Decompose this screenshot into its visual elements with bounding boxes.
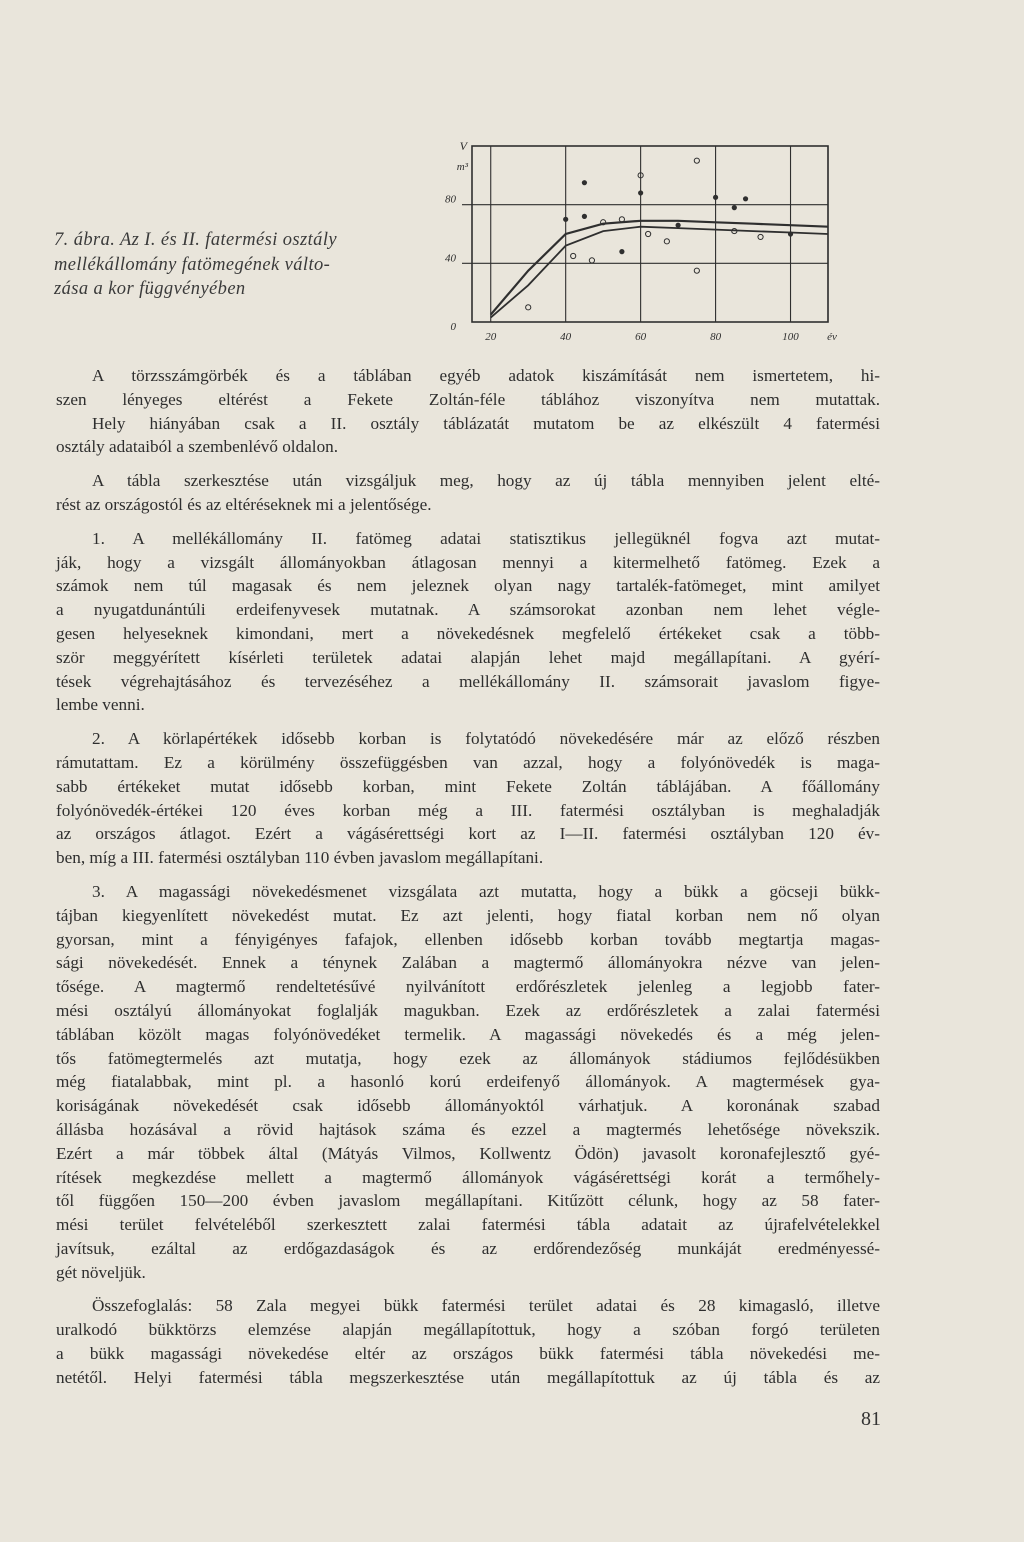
text-line: A törzsszámgörbék és a táblában egyéb adatok kiszámítását nem ismertetem, hi- — [92, 366, 880, 385]
text-line: táblában közölt magas folyónövedéket termelik. A magassági növekedés és a még jelen- — [56, 1024, 880, 1044]
text-line: az országos átlagot. Ezért a vágásérettségi kort az I—II. fatermési osztályban 120 év- — [56, 824, 880, 844]
y-axis-unit: m³ — [456, 161, 468, 173]
text-line: szen lényeges eltérést a Fekete Zoltán-féle táblához viszonyítva nem mutattak. — [56, 389, 880, 409]
figure-chart — [420, 128, 840, 348]
text-line: rést az országostól és az eltéréseknek mi a jelentősége. — [56, 494, 432, 514]
text-line: a bükk magassági növekedése eltér az országos bükk fatermési tábla növekedési me- — [56, 1344, 880, 1364]
x-tick-label: 20 — [485, 331, 497, 343]
text-line: ben, míg a III. fatermési osztályban 110 évben javaslom megállapítani. — [56, 848, 544, 868]
y-tick-label: 40 — [445, 252, 456, 265]
data-point — [676, 223, 681, 228]
y-tick-label: 0 — [450, 321, 456, 333]
paragraph-gap — [56, 717, 880, 727]
text-line: A tábla szerkesztése után vizsgáljuk meg, hogy az új tábla mennyiben jelent elté- — [92, 471, 880, 491]
text-line: rítések megkezdése mellett a magtermő állományok vágásérettségi korát a termőhely- — [56, 1167, 880, 1187]
paragraph-gap — [56, 517, 880, 527]
x-tick-label: 100 — [782, 331, 799, 343]
text-line: 2. A körlapértékek idősebb korban is folytatódó növekedésére már az előző részben — [92, 729, 880, 749]
caption-line: zása a kor függvényében — [54, 279, 246, 299]
text-line: tések végrehajtásához és tervezéséhez a mellékállomány II. számsorait javaslom figye- — [56, 671, 880, 691]
caption-line: 7. ábra. Az I. és II. fatermési osztály — [54, 230, 337, 250]
text-line: tős fatömegtermelés azt mutatja, hogy ezek az állományok stádiumos fejlődésükben — [56, 1048, 880, 1068]
text-line: rámutattam. Ez a körülmény összefüggésben van azzal, hogy a folyónövedék is maga- — [56, 752, 880, 772]
y-tick-label: 80 — [445, 193, 456, 206]
x-axis-unit: év — [827, 331, 837, 343]
data-point — [694, 158, 699, 163]
text-line: a nyugatdunántúli erdeifenyvesek mutatnak. A számsorokat azonban nem lehet végle- — [56, 600, 880, 620]
text-line: osztály adataiból a szembenlévő oldalon. — [56, 437, 339, 457]
data-point — [732, 205, 737, 210]
text-line: koriságának növekedését csak idősebb állományoktól várhatjuk. A koronának szabad — [56, 1096, 880, 1116]
page-number: 81 — [861, 1408, 881, 1430]
paragraph-gap — [56, 1284, 880, 1294]
data-point — [571, 253, 576, 258]
data-point — [638, 190, 643, 195]
text-line: uralkodó bükktörzs elemzése alapján megállapítottuk, hogy a szóban forgó területen — [56, 1320, 880, 1340]
data-point — [694, 268, 699, 273]
data-point — [664, 239, 669, 244]
text-line: folyónövedék-értékei 120 éves korban még a III. fatermési osztályban is meghaladják — [56, 800, 880, 820]
text-line: Összefoglalás: 58 Zala megyei bükk fatermési terület adatai és 28 kimagasló, illetve — [92, 1296, 880, 1316]
series-curve-1 — [491, 221, 828, 315]
text-line: ször meggyérített kísérleti területek adatai alapján lehet majd megállapítani. A gyérí- — [56, 647, 880, 667]
text-line: től függően 150—200 évben javaslom megállapítani. Kitűzött célunk, hogy az 58 fater- — [56, 1191, 880, 1211]
figure-caption — [54, 228, 434, 302]
data-point — [743, 196, 748, 201]
text-line: javítsuk, ezáltal az erdőgazdaságok és az erdőrendezőség munkáját eredményessé- — [56, 1238, 880, 1258]
data-point — [563, 217, 568, 222]
paragraph-gap — [56, 459, 880, 469]
text-line: állásba hozásával a rövid hajtások száma és ezzel a magtermés lehetősége növekszik. — [56, 1119, 880, 1139]
x-tick-label: 40 — [560, 331, 572, 343]
series-curve-2 — [491, 227, 828, 318]
data-point — [589, 258, 594, 263]
text-line: 1. A mellékállomány II. fatömeg adatai statisztikus jellegüknél fogva azt mutat- — [92, 528, 880, 548]
x-tick-label: 60 — [635, 331, 647, 343]
text-line: gét növeljük. — [56, 1262, 146, 1282]
text-line: számok nem túl magasak és nem jeleznek olyan nagy tartalék-fatömeget, mint amilyet — [56, 576, 880, 596]
text-line: tájban kiegyenlített növekedést mutat. Ez azt jelenti, hogy fiatal korban nem nő olyan — [56, 905, 880, 925]
y-axis-label: V — [459, 139, 467, 153]
text-line: lembe venni. — [56, 695, 145, 715]
data-point — [758, 234, 763, 239]
text-line: mési terület felvételéből szerkesztett zalai fatermési tábla adatait az újrafelvételekkel — [56, 1215, 880, 1235]
data-point — [526, 305, 531, 310]
paragraph-gap — [56, 870, 880, 880]
body-text — [56, 364, 880, 1390]
text-line: tősége. A magtermő rendeltetésűvé nyilvánított erdőrészletek jelenleg a legjobb fater- — [56, 977, 880, 997]
data-point — [646, 231, 651, 236]
x-tick-label: 80 — [710, 331, 722, 343]
text-line: még fiatalabbak, mint pl. a hasonló korú erdeifenyő állományok. A magtermések gya- — [56, 1072, 880, 1092]
text-line: gyorsan, mint a fényigényes fafajok, ellenben idősebb korban tovább megtartja magas- — [56, 929, 880, 949]
text-line: sabb értékeket mutat idősebb korban, mint Fekete Zoltán táblájában. A főállomány — [56, 776, 880, 796]
caption-line: mellékállomány fatömegének válto- — [54, 254, 331, 275]
text-line: 3. A magassági növekedésmenet vizsgálata azt mutatta, hogy a bükk a göcseji bükk- — [92, 881, 880, 901]
text-line: sági növekedését. Ennek a ténynek Zalában a magtermő állományokra nézve van jelen- — [56, 953, 880, 973]
text-line: netétől. Helyi fatermési tábla megszerkesztése után megállapítottuk az új tábla és az — [56, 1367, 880, 1387]
text-line: ják, hogy a vizsgált állományokban átlagosan mennyi a kitermelhető fatömeg. Ezek a — [56, 552, 880, 572]
text-line: gesen helyeseknek kimondani, mert a növekedésnek megfelelő értékeket csak a több- — [56, 623, 880, 643]
data-point — [713, 195, 718, 200]
text-line: Hely hiányában csak a II. osztály táblázatát mutatom be az elkészült 4 fatermési — [92, 413, 880, 433]
text-line: Ezért a már többek által (Mátyás Vilmos, Kollwentz Ödön) javasolt koronafejlesztő gyé- — [56, 1143, 880, 1163]
data-point — [582, 214, 587, 219]
text-line: mési osztályú állományokat foglalják magukban. Ezek az erdőrészletek a zalai fatermési — [56, 1000, 880, 1020]
data-point — [582, 180, 587, 185]
data-point — [619, 249, 624, 254]
plot-frame — [472, 146, 828, 322]
